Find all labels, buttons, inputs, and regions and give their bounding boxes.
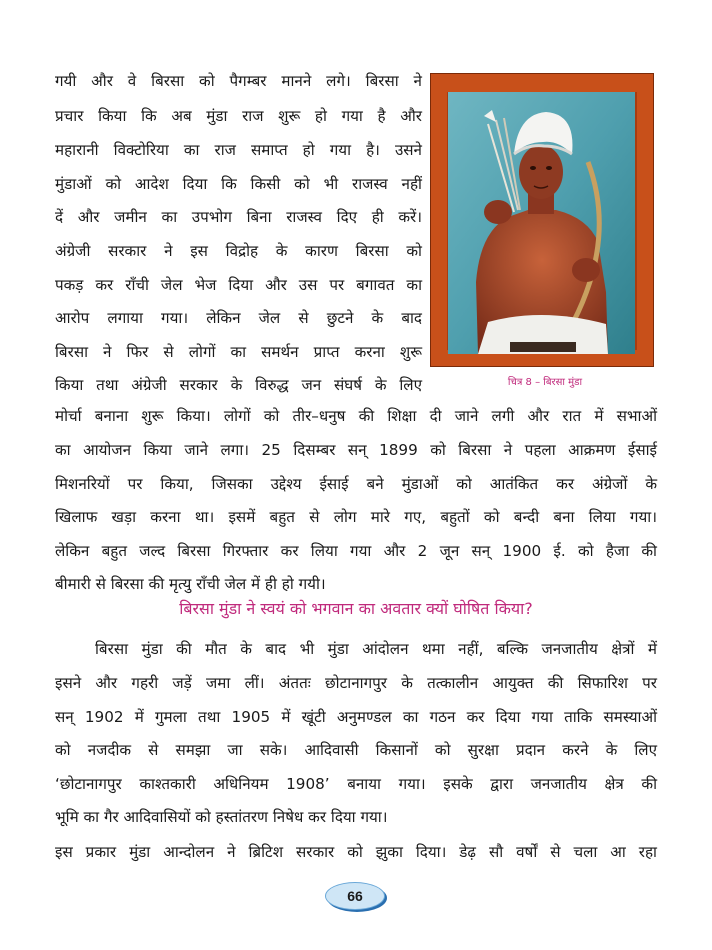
text-line: अंग्रेजी सरकार ने इस विद्रोह के कारण बिरसा को bbox=[55, 242, 422, 260]
text-line: इस प्रकार मुंडा आन्दोलन ने ब्रिटिश सरकार को झुका दिया। डेढ़ सौ वर्षों से चला आ रहा bbox=[55, 843, 657, 861]
text-line: महारानी विक्टोरिया का राज समाप्त हो गया है। उसने bbox=[55, 141, 422, 159]
text-line: बिरसा मुंडा की मौत के बाद भी मुंडा आंदोलन थमा नहीं, बल्कि जनजातीय क्षेत्रों में bbox=[95, 640, 657, 658]
text-line: मुंडाओं को आदेश दिया कि किसी को भी राजस्व नहीं bbox=[55, 175, 422, 193]
page-number-text: 66 bbox=[347, 888, 363, 904]
text-line: ‘छोटानागपुर काश्तकारी अधिनियम 1908’ बनाया गया। इसके द्वारा जनजातीय क्षेत्र की bbox=[55, 775, 657, 793]
page-number bbox=[325, 882, 385, 910]
section-heading: बिरसा मुंडा ने स्वयं को भगवान का अवतार क्यों घोषित किया? bbox=[179, 599, 533, 618]
text-line: बिरसा ने फिर से लोगों का समर्थन प्राप्त करना शुरू bbox=[55, 343, 422, 361]
birsa-munda-portrait bbox=[448, 92, 635, 354]
text-line: पकड़ कर राँची जेल भेज दिया और उस पर बगावत का bbox=[55, 276, 422, 294]
text-line: लेकिन बहुत जल्द बिरसा गिरफ्तार कर लिया गया और 2 जून सन् 1900 ई. को हैजा की bbox=[55, 542, 657, 560]
text-line: दें और जमीन का उपभोग बिना राजस्व दिए ही करें। bbox=[55, 208, 422, 226]
text-line: किया तथा अंग्रेजी सरकार के विरुद्ध जन संघर्ष के लिए bbox=[55, 376, 422, 394]
text-line: को नजदीक से समझा जा सके। आदिवासी किसानों को सुरक्षा प्रदान करने के लिए bbox=[55, 741, 657, 759]
figure-caption: चित्र 8 – बिरसा मुंडा bbox=[507, 377, 583, 388]
text-line: गयी और वे बिरसा को पैगम्बर मानने लगे। बिरसा ने bbox=[55, 72, 422, 90]
text-line: मिशनरियों पर किया, जिसका उद्देश्य ईसाई बने मुंडाओं को आतंकित कर अंग्रेजों के bbox=[55, 475, 657, 493]
text-line: का आयोजन किया जाने लगा। 25 दिसम्बर सन् 1899 को बिरसा ने पहला आक्रमण ईसाई bbox=[55, 441, 657, 459]
text-line: इसने और गहरी जड़ें जमा लीं। अंततः छोटानागपुर के तत्कालीन आयुक्त की सिफारिश पर bbox=[55, 674, 657, 692]
text-line: खिलाफ खड़ा करना था। इसमें बहुत से लोग मारे गए, बहुतों को बन्दी बना लिया गया। bbox=[55, 508, 657, 526]
text-line: मोर्चा बनाना शुरू किया। लोगों को तीर–धनुष की शिक्षा दी जाने लगी और रात में सभाओं bbox=[55, 407, 657, 425]
text-line: सन् 1902 में गुमला तथा 1905 में खूंटी अनुमण्डल का गठन कर दिया गया ताकि समस्याओं bbox=[55, 708, 657, 726]
text-line: आरोप लगाया गया। लेकिन जेल से छुटने के बाद bbox=[55, 309, 422, 327]
text-line: भूमि का गैर आदिवासियों को हस्तांतरण निषेध कर दिया गया। bbox=[55, 808, 388, 826]
text-line: बीमारी से बिरसा की मृत्यु राँची जेल में ही हो गयी। bbox=[55, 575, 326, 593]
text-line: प्रचार किया कि अब मुंडा राज शुरू हो गया है और bbox=[55, 107, 422, 125]
